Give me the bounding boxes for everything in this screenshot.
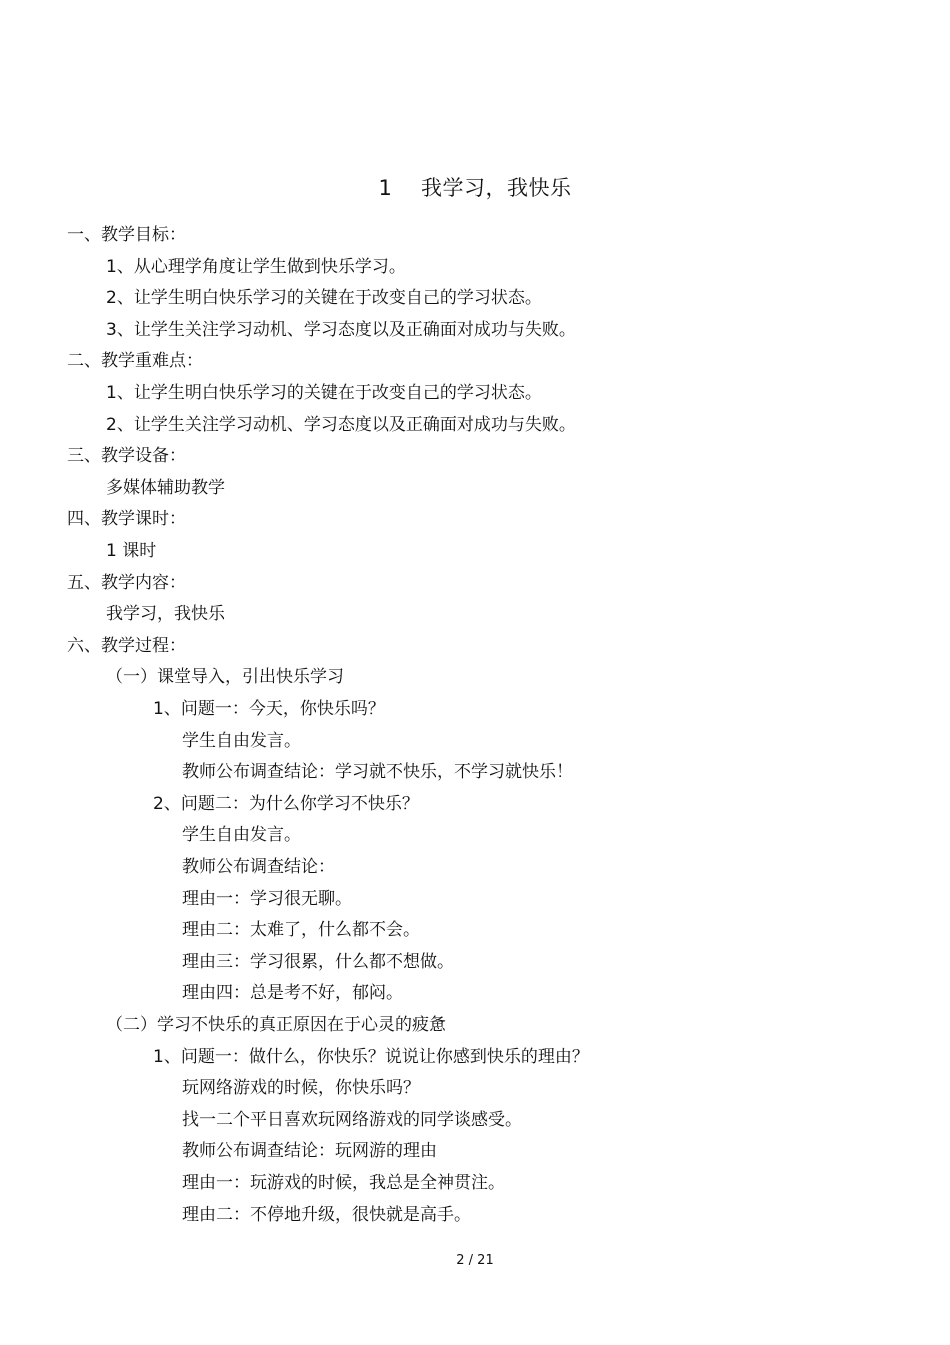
document-line: 2、让学生明白快乐学习的关键在于改变自己的学习状态。 — [106, 288, 542, 308]
document-line: 五、教学内容： — [67, 573, 186, 593]
document-line: 学生自由发言。 — [182, 825, 301, 845]
document-line: 理由三：学习很累，什么都不想做。 — [182, 952, 454, 972]
document-line: （一）课堂导入，引出快乐学习 — [106, 667, 344, 687]
document-line: 多媒体辅助教学 — [106, 478, 225, 498]
document-line: 四、教学课时： — [67, 509, 186, 529]
document-line: 理由二：太难了，什么都不会。 — [182, 920, 420, 940]
document-line: 理由一：玩游戏的时候，我总是全神贯注。 — [182, 1173, 505, 1193]
document-line: 理由四：总是考不好，郁闷。 — [182, 983, 403, 1003]
page-number: 2 / 21 — [456, 1253, 494, 1268]
document-line: 三、教学设备： — [67, 446, 186, 466]
document-line: 2、问题二：为什么你学习不快乐？ — [153, 794, 419, 814]
document-line: 1 课时 — [106, 541, 157, 561]
document-line: 一、教学目标： — [67, 225, 186, 245]
document-line: 1、问题一：今天，你快乐吗？ — [153, 699, 385, 719]
document-line: 教师公布调查结论：玩网游的理由 — [182, 1141, 437, 1161]
document-line: 教师公布调查结论：学习就不快乐，不学习就快乐！ — [182, 762, 573, 782]
document-line: 1、让学生明白快乐学习的关键在于改变自己的学习状态。 — [106, 383, 542, 403]
document-line: 理由二：不停地升级，很快就是高手。 — [182, 1205, 471, 1225]
document-line: 教师公布调查结论： — [182, 857, 335, 877]
document-line: 1、从心理学角度让学生做到快乐学习。 — [106, 257, 406, 277]
document-line: 找一二个平日喜欢玩网络游戏的同学谈感受。 — [182, 1110, 522, 1130]
document-line: 3、让学生关注学习动机、学习态度以及正确面对成功与失败。 — [106, 320, 576, 340]
document-line: 我学习，我快乐 — [106, 604, 225, 624]
document-line: 理由一：学习很无聊。 — [182, 889, 352, 909]
document-line: 2、让学生关注学习动机、学习态度以及正确面对成功与失败。 — [106, 415, 576, 435]
document-title: 1 我学习，我快乐 — [378, 176, 572, 200]
document-line: 玩网络游戏的时候，你快乐吗？ — [182, 1078, 420, 1098]
document-line: 六、教学过程： — [67, 636, 186, 656]
document-line: 二、教学重难点： — [67, 351, 203, 371]
document-line: （二）学习不快乐的真正原因在于心灵的疲惫 — [106, 1015, 446, 1035]
document-line: 学生自由发言。 — [182, 731, 301, 751]
document-line: 1、问题一：做什么，你快乐？说说让你感到快乐的理由？ — [153, 1047, 589, 1067]
